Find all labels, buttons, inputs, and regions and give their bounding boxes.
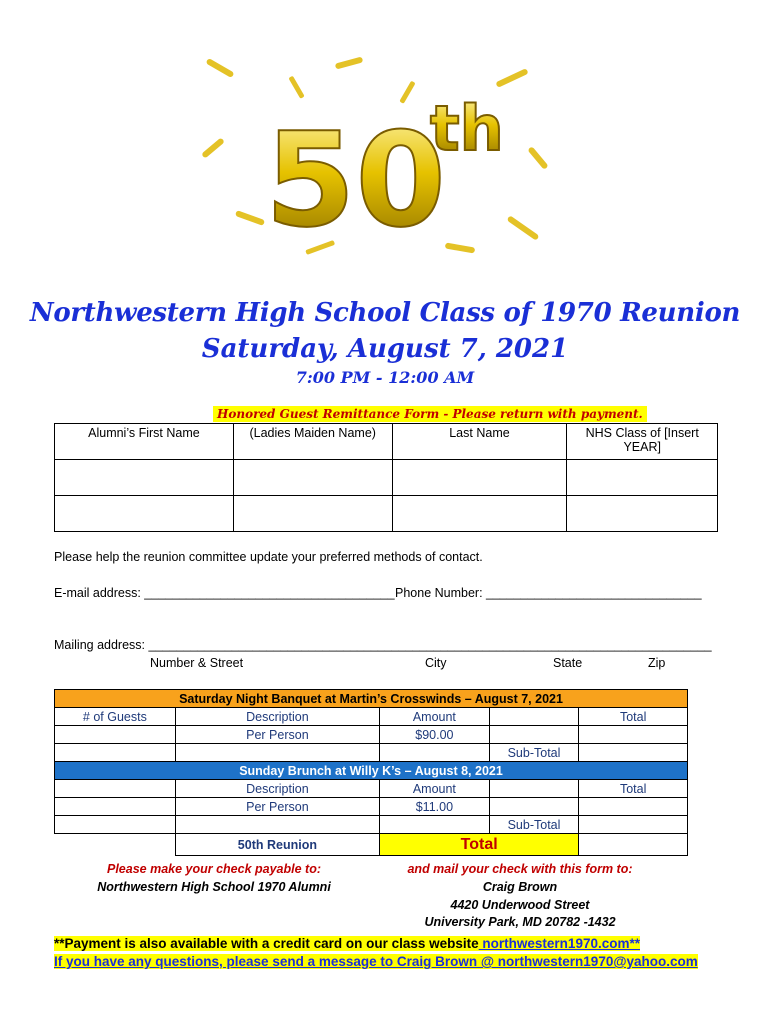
- banquet-subtotal-row: [55, 744, 688, 762]
- email-field[interactable]: E-mail address: ____________________________________: [54, 586, 395, 600]
- logo-superscript: th: [430, 92, 504, 165]
- mail-name: Craig Brown: [482, 880, 558, 894]
- banquet-subtotal-cell[interactable]: [579, 744, 688, 762]
- brunch-header-row: [55, 762, 688, 780]
- mailing-address-field[interactable]: Mailing address: _________________________________________________________________________________: [54, 638, 712, 652]
- website-link[interactable]: northwestern1970.com**: [478, 936, 640, 951]
- reunion-label: 50th Reunion: [175, 834, 379, 856]
- class-year-cell[interactable]: [567, 496, 718, 532]
- maiden-name-cell[interactable]: [233, 496, 392, 532]
- credit-card-note: [54, 935, 640, 953]
- brunch-price-row: [55, 798, 688, 816]
- guests-header: # of Guests: [55, 708, 176, 726]
- grand-total-row: [55, 834, 688, 856]
- header-last-name: Last Name: [392, 424, 567, 460]
- brunch-subtotal-row: [55, 816, 688, 834]
- mail-city: University Park, MD 20782 -1432: [424, 915, 616, 929]
- description-header: Description: [175, 708, 379, 726]
- brunch-description-header: Description: [175, 780, 379, 798]
- first-name-cell[interactable]: [55, 496, 234, 532]
- banquet-price-row: [55, 726, 688, 744]
- brunch-columns: [55, 780, 688, 798]
- state-caption: State: [553, 656, 583, 670]
- contact-intro: Please help the reunion committee update your preferred methods of contact.: [54, 550, 483, 564]
- questions-note: [54, 953, 698, 971]
- city-caption: City: [425, 656, 447, 670]
- banquet-subtotal-label: Sub-Total: [489, 744, 579, 762]
- phone-field[interactable]: Phone Number: _______________________________: [395, 586, 702, 600]
- header-maiden-name: (Ladies Maiden Name): [233, 424, 392, 460]
- header-class-year: NHS Class of [Insert YEAR]: [567, 424, 718, 460]
- last-name-cell[interactable]: [392, 496, 567, 532]
- street-caption: Number & Street: [150, 656, 244, 670]
- grand-total-cell[interactable]: [579, 834, 688, 856]
- logo-number: 50: [265, 104, 446, 256]
- mail-street: 4420 Underwood Street: [450, 898, 590, 912]
- questions-email-link[interactable]: If you have any questions, please send a message to Craig Brown @ northwestern1970@yahoo.com: [54, 954, 698, 969]
- alumni-row: [55, 460, 718, 496]
- banquet-total-cell[interactable]: [579, 726, 688, 744]
- alumni-header-row: [55, 424, 718, 460]
- banquet-header-row: [55, 690, 688, 708]
- class-year-cell[interactable]: [567, 460, 718, 496]
- 50th-logo-graphic: [195, 55, 555, 265]
- event-title: Northwestern High School Class of 1970 Reunion: [29, 298, 741, 328]
- banquet-title: Saturday Night Banquet at Martin’s Crosswinds – August 7, 2021: [55, 690, 688, 708]
- event-date: Saturday, August 7, 2021: [201, 334, 569, 364]
- alumni-row: [55, 496, 718, 532]
- payable-to-label: Please make your check payable to:: [107, 862, 321, 876]
- maiden-name-cell[interactable]: [233, 460, 392, 496]
- amount-header: Amount: [380, 708, 490, 726]
- banquet-guests-cell[interactable]: [55, 726, 176, 744]
- brunch-guests-cell[interactable]: [55, 798, 176, 816]
- grand-total-label: Total: [380, 834, 579, 856]
- brunch-amount-header: Amount: [380, 780, 490, 798]
- banquet-per-person: Per Person: [175, 726, 379, 744]
- banquet-columns: [55, 708, 688, 726]
- first-name-cell[interactable]: [55, 460, 234, 496]
- last-name-cell[interactable]: [392, 460, 567, 496]
- zip-caption: Zip: [648, 656, 666, 670]
- brunch-per-person: Per Person: [175, 798, 379, 816]
- remittance-banner: Honored Guest Remittance Form - Please return with payment.: [213, 406, 647, 422]
- credit-card-text: **Payment is also available with a credit card on our class website: [54, 936, 479, 951]
- brunch-subtotal-cell[interactable]: [579, 816, 688, 834]
- alumni-table: [54, 423, 718, 532]
- event-time: 7:00 PM - 12:00 AM: [295, 368, 475, 387]
- 50th-logo: [195, 55, 555, 265]
- payable-to-name: Northwestern High School 1970 Alumni: [97, 880, 331, 894]
- total-header: Total: [579, 708, 688, 726]
- brunch-price: $11.00: [380, 798, 490, 816]
- header-first-name: Alumni’s First Name: [55, 424, 234, 460]
- brunch-total-cell[interactable]: [579, 798, 688, 816]
- mail-label: and mail your check with this form to:: [407, 862, 633, 876]
- brunch-title: Sunday Brunch at Willy K’s – August 8, 2021: [55, 762, 688, 780]
- banquet-price: $90.00: [380, 726, 490, 744]
- order-table: [54, 689, 688, 856]
- brunch-total-header: Total: [579, 780, 688, 798]
- brunch-subtotal-label: Sub-Total: [489, 816, 579, 834]
